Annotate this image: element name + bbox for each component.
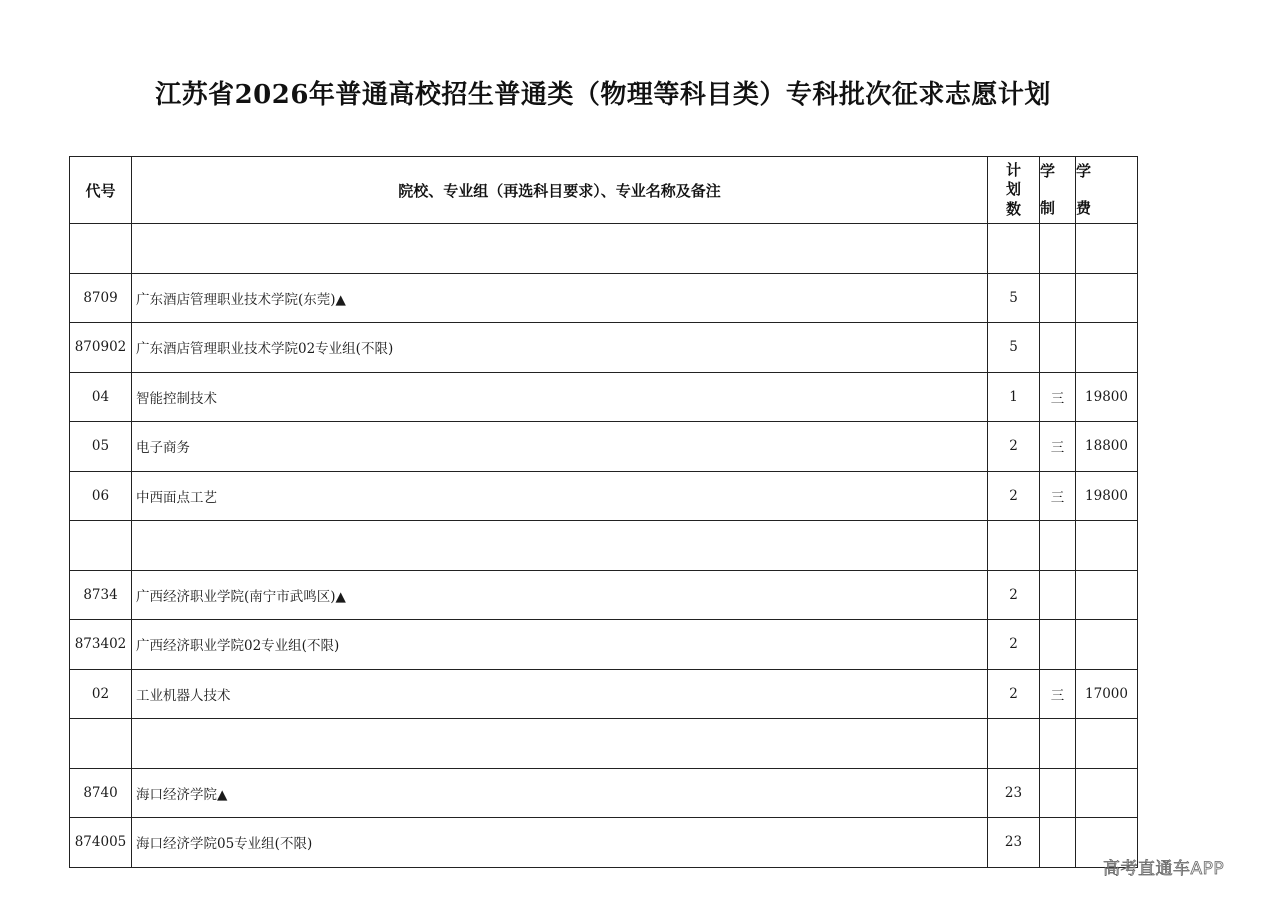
cell-plan: 2 (988, 471, 1040, 521)
table-row (70, 669, 1138, 719)
cell-plan: 2 (988, 422, 1040, 472)
cell-code: 873402 (70, 620, 132, 670)
cell-plan: 2 (988, 620, 1040, 670)
cell-system: 三 (1040, 669, 1076, 719)
table-row (70, 818, 1138, 868)
cell-fee (1076, 273, 1138, 323)
header-code: 代号 (70, 157, 132, 224)
table-row (70, 224, 1138, 274)
cell-code: 06 (70, 471, 132, 521)
cell-name (132, 719, 988, 769)
cell-plan: 23 (988, 818, 1040, 868)
cell-system (1040, 224, 1076, 274)
watermark-logo-text: 高考直通车APP (1103, 859, 1225, 879)
header-plan (988, 157, 1040, 224)
cell-system (1040, 818, 1076, 868)
cell-name (132, 224, 988, 274)
cell-name: 广东酒店管理职业技术学院(东莞)▲ (132, 273, 988, 323)
header-system-label: 学 制 (1040, 162, 1056, 217)
cell-plan (988, 719, 1040, 769)
cell-plan: 2 (988, 570, 1040, 620)
header-system (1040, 157, 1076, 224)
cell-fee: 19800 (1076, 372, 1138, 422)
cell-system (1040, 323, 1076, 373)
cell-fee (1076, 521, 1138, 571)
cell-code (70, 719, 132, 769)
cell-name: 工业机器人技术 (132, 669, 988, 719)
cell-name: 智能控制技术 (132, 372, 988, 422)
table-row (70, 422, 1138, 472)
cell-name (132, 521, 988, 571)
cell-plan: 1 (988, 372, 1040, 422)
cell-code: 04 (70, 372, 132, 422)
cell-plan (988, 521, 1040, 571)
table-row (70, 521, 1138, 571)
cell-plan (988, 224, 1040, 274)
cell-system (1040, 620, 1076, 670)
cell-code (70, 521, 132, 571)
table-row (70, 273, 1138, 323)
cell-name: 海口经济学院05专业组(不限) (132, 818, 988, 868)
cell-system (1040, 521, 1076, 571)
table-row (70, 620, 1138, 670)
table-body (70, 224, 1138, 868)
cell-plan: 23 (988, 768, 1040, 818)
page-title: 江苏省2026年普通高校招生普通类（物理等科目类）专科批次征求志愿计划 (155, 80, 1051, 110)
cell-code (70, 224, 132, 274)
cell-fee (1076, 719, 1138, 769)
cell-fee (1076, 323, 1138, 373)
cell-name: 广西经济职业学院(南宁市武鸣区)▲ (132, 570, 988, 620)
table-header-row (70, 157, 1138, 224)
cell-plan: 5 (988, 323, 1040, 373)
cell-fee: 18800 (1076, 422, 1138, 472)
table-row (70, 471, 1138, 521)
cell-system (1040, 273, 1076, 323)
enrollment-plan-table (69, 156, 1138, 868)
table-row (70, 719, 1138, 769)
cell-code: 05 (70, 422, 132, 472)
header-fee (1076, 157, 1138, 224)
cell-system: 三 (1040, 471, 1076, 521)
cell-fee (1076, 768, 1138, 818)
cell-name: 中西面点工艺 (132, 471, 988, 521)
table-row (70, 768, 1138, 818)
cell-name: 广东酒店管理职业技术学院02专业组(不限) (132, 323, 988, 373)
cell-code: 870902 (70, 323, 132, 373)
cell-system (1040, 570, 1076, 620)
cell-system (1040, 768, 1076, 818)
cell-code: 02 (70, 669, 132, 719)
cell-name: 海口经济学院▲ (132, 768, 988, 818)
cell-name: 广西经济职业学院02专业组(不限) (132, 620, 988, 670)
cell-code: 874005 (70, 818, 132, 868)
cell-code: 8709 (70, 273, 132, 323)
cell-code: 8740 (70, 768, 132, 818)
cell-plan: 2 (988, 669, 1040, 719)
table-row (70, 323, 1138, 373)
cell-code: 8734 (70, 570, 132, 620)
header-fee-label: 学 费 (1076, 162, 1092, 217)
cell-fee (1076, 620, 1138, 670)
cell-system: 三 (1040, 422, 1076, 472)
table-row (70, 372, 1138, 422)
cell-plan: 5 (988, 273, 1040, 323)
header-name: 院校、专业组（再选科目要求）、专业名称及备注 (132, 157, 988, 224)
cell-fee: 19800 (1076, 471, 1138, 521)
header-plan-label: 计划数 (1006, 160, 1022, 218)
cell-fee: 17000 (1076, 669, 1138, 719)
table-row (70, 570, 1138, 620)
cell-name: 电子商务 (132, 422, 988, 472)
cell-system: 三 (1040, 372, 1076, 422)
cell-fee (1076, 570, 1138, 620)
cell-system (1040, 719, 1076, 769)
cell-fee (1076, 224, 1138, 274)
